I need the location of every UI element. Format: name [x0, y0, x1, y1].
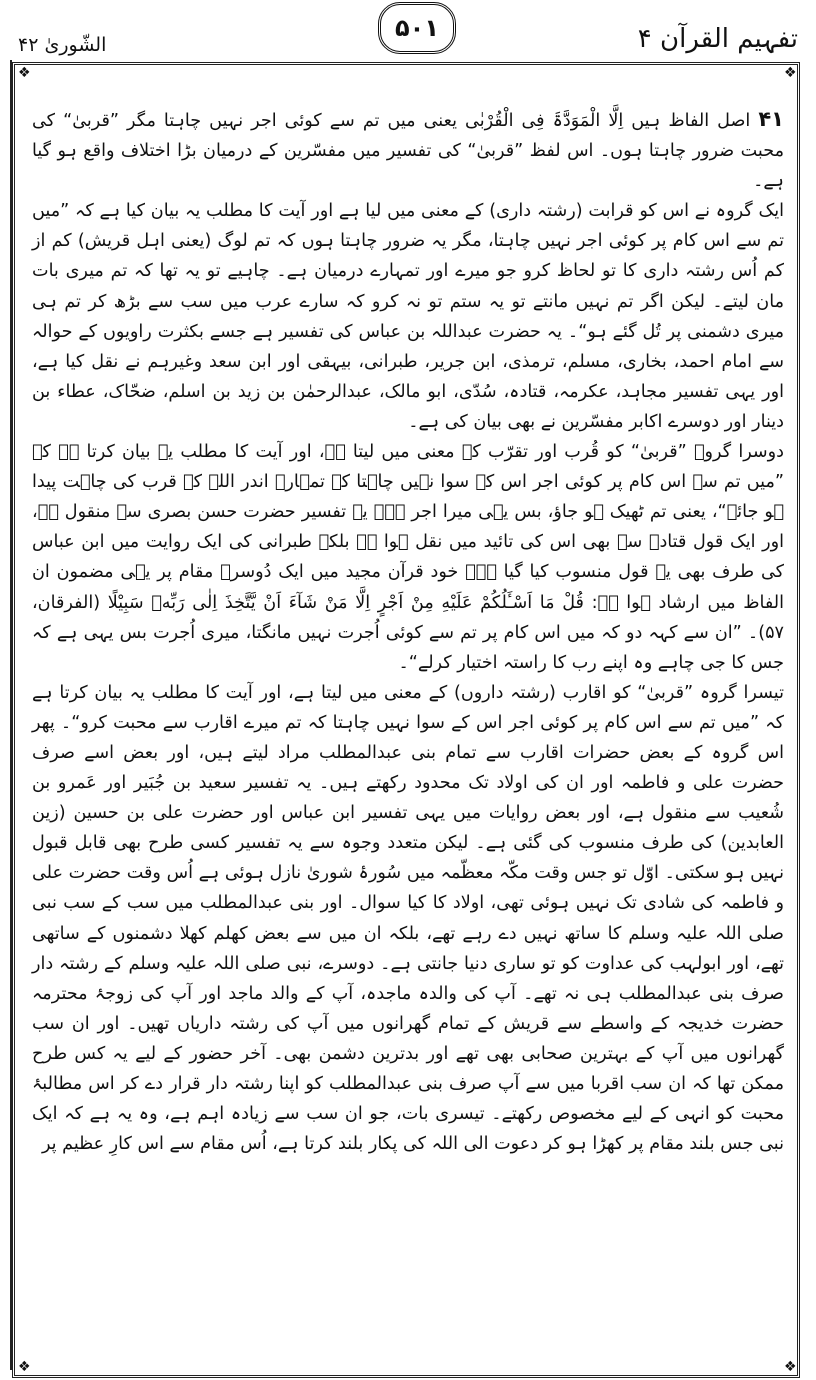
corner-ornament-icon: ❖: [18, 65, 31, 81]
paragraph-text: اصل الفاظ ہیں اِلَّا الْمَوَدَّۃَ فِی الْقُرْبٰی یعنی میں تم سے کوئی اجر نہیں چاہتا مگر ”قربیٰ“ کی محبت ضرور چاہتا ہوں۔ اس لفظ ”قربیٰ“ کی تفسیر میں مفسّرین کے درمیان بڑا اختلاف واقع ہو گیا ہے۔: [32, 111, 784, 192]
commentary-body: [32, 104, 784, 1159]
left-border-rule: [10, 60, 14, 1370]
page-header: [0, 0, 816, 62]
footnote-number: ۴۱: [758, 107, 784, 131]
corner-ornament-icon: ❖: [18, 1359, 31, 1375]
corner-ornament-icon: ❖: [784, 65, 797, 81]
paragraph-3: دوسرا گروہ ”قربیٰ“ کو قُرب اور تقرّب کے معنی میں لیتا ہے، اور آیت کا مطلب یہ بیان کرتا ہے کہ ”میں تم سے اس کام پر کوئی اجر اس کے سوا نہیں چاہتا کہ تمہارے اندر اللہ کے قرب کی چاہت پیدا ہو جائے“، یعنی تم ٹھیک ہو جاؤ، بس یہی میرا اجر ہے۔ یہ تفسیر حضرت حسن بصری سے منقول ہے، اور ایک قول قتادہ سے بھی اس کی تائید میں نقل ہوا ہے بلکہ طبرانی کی ایک روایت میں ابن عباس کی طرف بھی یہ قول منسوب کیا گیا ہے۔ خود قرآن مجید میں ایک دُوسرے مقام پر یہی مضمون ان الفاظ میں ارشاد ہوا ہے: قُلْ مَا اَسْـَٔلُكُمْ عَلَيْهِ مِنْ اَجْرٍ اِلَّا مَنْ شَآءَ اَنْ يَّتَّخِذَ اِلٰى رَبِّهٖ سَبِيْلًا (الفرقان، ۵۷)۔ ”ان سے کہہ دو کہ میں اس کام پر تم سے کوئی اُجرت نہیں مانگتا، میری اُجرت بس یہی ہے کہ جس کا جی چاہے وہ اپنے رب کا راستہ اختیار کرلے“۔: [32, 442, 784, 673]
book-title: تفہیم القرآن ۴: [637, 24, 798, 54]
paragraph-4: تیسرا گروہ ”قربیٰ“ کو اقارب (رشتہ داروں) کے معنی میں لیتا ہے، اور آیت کا مطلب یہ بیان کرتا ہے کہ ”میں تم سے اس کام پر کوئی اجر اس کے سوا نہیں چاہتا کہ تم میرے اقارب سے محبت کرو“۔ پھر اس گروہ کے بعض حضرات اقارب سے تمام بنی عبدالمطلب مراد لیتے ہیں، اور بعض اسے صرف حضرت علی و فاطمہ اور ان کی اولاد تک محدود رکھتے ہیں۔ یہ تفسیر سعید بن جُبَیر اور عَمرو بن شُعیب سے منقول ہے، اور بعض روایات میں یہی تفسیر ابن عباس اور حضرت علی بن حسین (زین العابدین) کی طرف منسوب کی گئی ہے۔ لیکن متعدد وجوہ سے یہ تفسیر کسی طرح بھی قابل قبول نہیں ہو سکتی۔ اوّل تو جس وقت مکّہ معظّمہ میں سُورۂ شوریٰ نازل ہوئی ہے اُس وقت حضرت علی و فاطمہ کی شادی تک نہیں ہوئی تھی، اولاد کا کیا سوال۔ اور بنی عبدالمطلب میں سب کے سب نبی صلی اللہ علیہ وسلم کا ساتھ نہیں دے رہے تھے، بلکہ ان میں سے بعض کھلم کھلا دشمنوں کے ساتھی تھے، اور ابولہب کی عداوت کو تو ساری دنیا جانتی ہے۔ دوسرے، نبی صلی اللہ علیہ وسلم کے رشتہ دار صرف بنی عبدالمطلب ہی نہ تھے۔ آپ کی والدہ ماجدہ، آپ کے والد ماجد اور آپ کی زوجۂ محترمہ حضرت خدیجہ کے واسطے سے قریش کے تمام گھرانوں میں آپ کی رشتہ داریاں تھیں۔ اور ان سب گھرانوں میں آپ کے بہترین صحابی بھی تھے اور بدترین دشمن بھی۔ آخر حضور کے لیے یہ کس طرح ممکن تھا کہ ان سب اقربا میں سے آپ صرف بنی عبدالمطلب کو اپنا رشتہ دار قرار دے کر اس مطالبۂ محبت کو انہی کے لیے مخصوص رکھتے۔ تیسری بات، جو ان سب سے زیادہ اہم ہے، وہ یہ ہے کہ ایک نبی جس بلند مقام پر کھڑا ہو کر دعوت الی اللہ کی پکار بلند کرتا ہے، اُس مقام سے اس کارِ عظیم پر: [32, 682, 784, 1155]
paragraph-2: ایک گروہ نے اس کو قرابت (رشتہ داری) کے معنی میں لیا ہے اور آیت کا مطلب یہ بیان کیا ہے کہ ”میں تم سے اس کام پر کوئی اجر نہیں چاہتا، مگر یہ ضرور چاہتا ہوں کہ تم لوگ (یعنی اہل قریش) کم از کم اُس رشتہ داری کا تو لحاظ کرو جو میرے اور تمہارے درمیان ہے۔ چاہیے تو یہ تھا کہ تم میری بات مان لیتے۔ لیکن اگر تم نہیں مانتے تو یہ ستم تو نہ کرو کہ سارے عرب میں سب سے بڑھ کر تم ہی میری دشمنی پر تُل گئے ہو“۔ یہ حضرت عبداللہ بن عباس کی تفسیر ہے جسے بکثرت راویوں کے حوالہ سے امام احمد، بخاری، مسلم، ترمذی، ابن جریر، طبرانی، بیہقی اور ابن سعد وغیرہم نے نقل کیا ہے، اور یہی تفسیر مجاہد، عکرمہ، قتادہ، سُدّی، ابو مالک، عبدالرحمٰن بن زید بن اسلم، ضحّاک، عطاء بن دینار اور دوسرے اکابر مفسّرین نے بھی بیان کی ہے۔: [32, 201, 784, 432]
surah-reference: الشّوریٰ ۴۲: [18, 34, 107, 56]
page-number-badge: [378, 2, 456, 54]
page-number: ۵۰۱: [395, 14, 439, 42]
corner-ornament-icon: ❖: [784, 1359, 797, 1375]
paragraph-1: [32, 104, 784, 196]
